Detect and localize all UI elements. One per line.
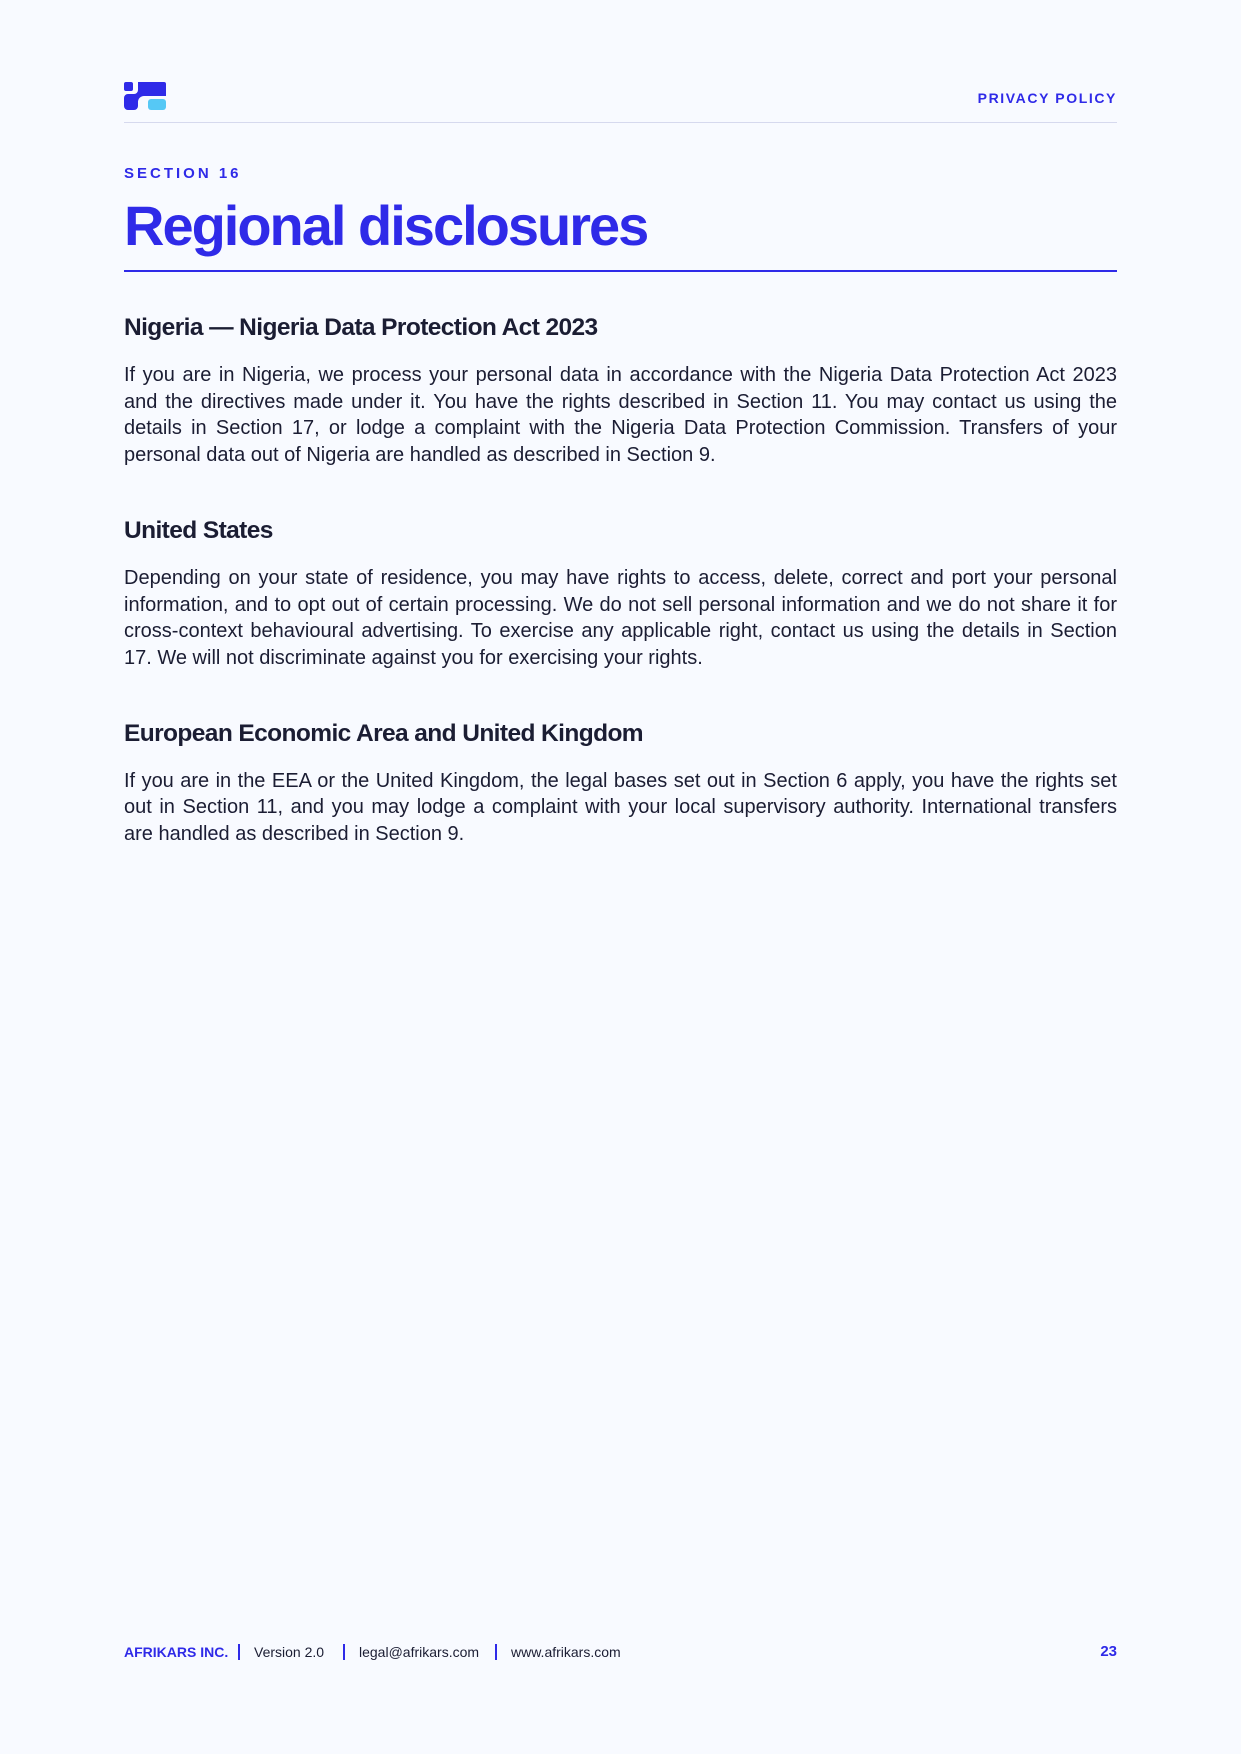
footer-version: Version 2.0	[254, 1644, 325, 1660]
title-divider	[124, 270, 1117, 272]
document-type-label: PRIVACY POLICY	[977, 90, 1117, 106]
footer-separator	[343, 1644, 345, 1660]
subsection-body-eea-uk: If you are in the EEA or the United Kingdom, the legal bases set out in Section 6 apply, you have the rights set out in Section 11, and you may lodge a complaint with your local supervisory authority. International transfers are handled as described in Section 9.	[124, 769, 1117, 846]
footer-company-name: AFRIKARS INC.	[124, 1644, 229, 1660]
subsection-body-united-states: Depending on your state of residence, you may have rights to access, delete, correct and port your personal information, and to opt out of certain processing. We do not sell personal information and we do not share it for cross-context behavioural advertising. To exercise any applicable right, contact us using the details in Section 17. We will not discriminate against you for exercising your rights.	[124, 566, 1117, 669]
footer-separator	[495, 1644, 497, 1660]
section-content	[124, 306, 1117, 888]
page-header	[124, 82, 1117, 123]
footer-separator	[238, 1644, 240, 1660]
document-page	[124, 0, 1117, 1754]
page-number: 23	[1100, 1643, 1117, 1660]
subsection-heading-nigeria: Nigeria — Nigeria Data Protection Act 2023	[124, 314, 598, 341]
subsection-heading-united-states: United States	[124, 516, 273, 544]
subsection-body-nigeria: If you are in Nigeria, we process your personal data in accordance with the Nigeria Data Protection Act 2023 and the directives made under it. You have the rights described in Section 11. You may contact us using the details in Section 17, or lodge a complaint with the Nigeria Data Protection Commission. Transfers of your personal data out of Nigeria are handled as described in Section 9.	[124, 364, 1117, 467]
subsection-heading-eea-uk: European Economic Area and United Kingdom	[124, 719, 643, 747]
footer-website-link[interactable]: www.afrikars.com	[511, 1644, 621, 1660]
section-number: SECTION 16	[124, 165, 242, 182]
page-footer	[124, 1642, 1117, 1664]
footer-email-link[interactable]: legal@afrikars.com	[359, 1644, 480, 1660]
afrikars-logo-icon	[124, 82, 166, 110]
page-title: Regional disclosures	[124, 194, 648, 257]
